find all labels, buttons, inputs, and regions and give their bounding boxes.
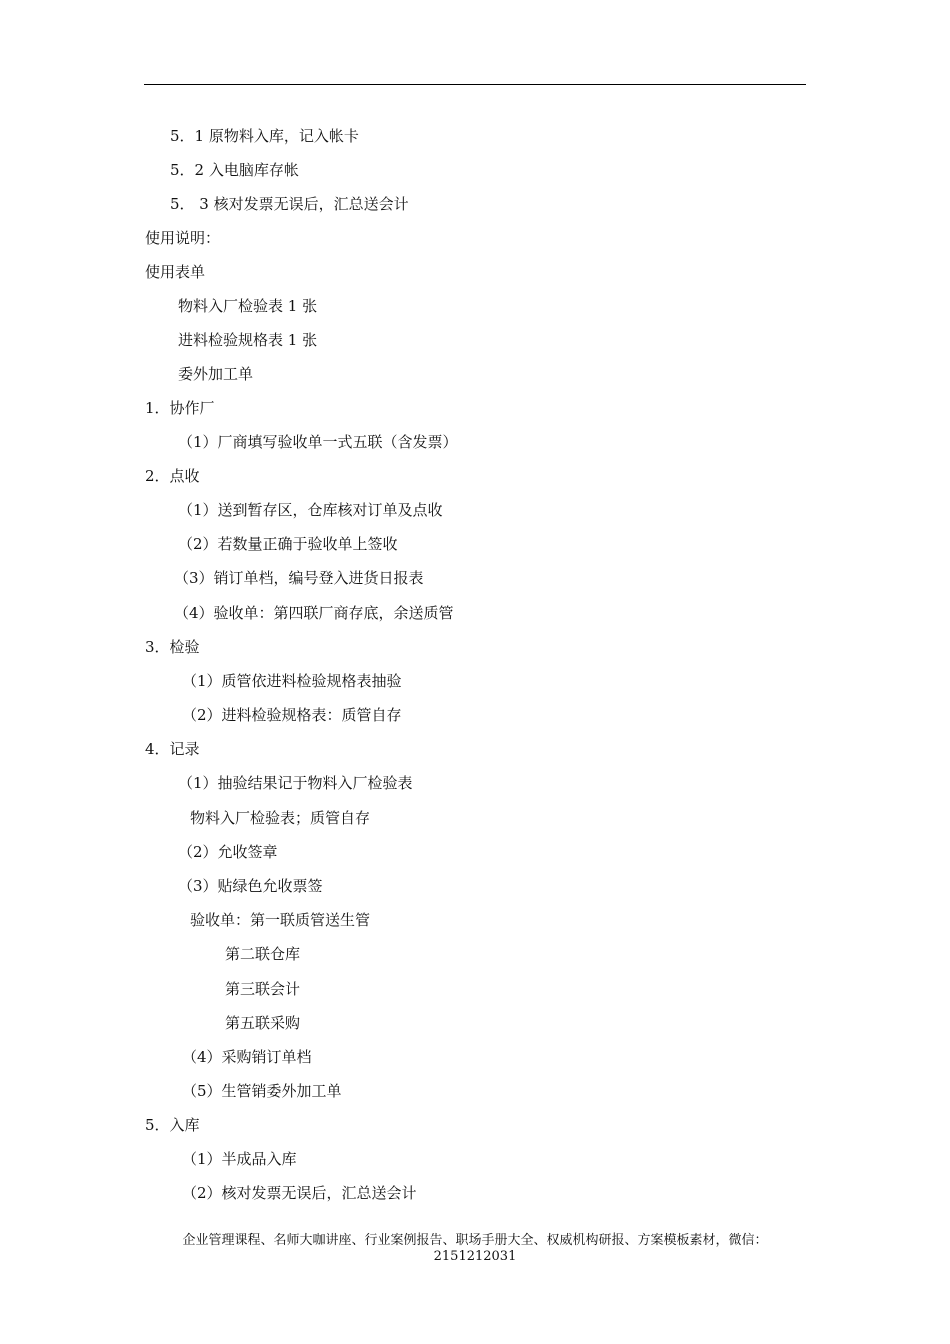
section-heading: 5．入库 <box>145 1116 200 1134</box>
text-line: 5． 3 核对发票无误后，汇总送会计 <box>170 195 409 213</box>
text-line: （3）贴绿色允收票签 <box>178 877 323 895</box>
text-line: （1）送到暂存区，仓库核对订单及点收 <box>178 501 443 519</box>
section-heading: 3．检验 <box>145 638 200 656</box>
section-heading: 1．协作厂 <box>145 399 215 417</box>
section-heading: 4．记录 <box>145 740 200 758</box>
text-line: 第三联会计 <box>225 980 301 998</box>
text-line: 委外加工单 <box>178 365 254 383</box>
text-line: （2）核对发票无误后，汇总送会计 <box>182 1184 417 1202</box>
footer-line: 企业管理课程、名师大咖讲座、行业案例报告、职场手册大全、权威机构研报、方案模板素材，微信： <box>182 1233 768 1248</box>
text-line: 验收单：第一联质管送生管 <box>190 911 371 929</box>
text-line: 第二联仓库 <box>225 945 301 963</box>
text-line: 物料入厂检验表；质管自存 <box>190 809 371 827</box>
text-line: （1）质管依进料检验规格表抽验 <box>182 672 402 690</box>
text-line: （2）允收签章 <box>178 843 278 861</box>
text-line: （4）验收单：第四联厂商存底，余送质管 <box>174 604 454 622</box>
section-heading: 使用表单 <box>145 263 206 281</box>
text-line: 5．1 原物料入库，记入帐卡 <box>170 127 359 145</box>
text-line: （1）半成品入库 <box>182 1150 297 1168</box>
text-line: （1）厂商填写验收单一式五联（含发票） <box>178 433 458 451</box>
text-line: 第五联采购 <box>225 1014 301 1032</box>
header-rule <box>144 84 806 85</box>
text-line: （2）若数量正确于验收单上签收 <box>178 535 398 553</box>
section-heading: 使用说明： <box>145 229 221 247</box>
text-line: （1）抽验结果记于物料入厂检验表 <box>178 774 413 792</box>
text-line: （4）采购销订单档 <box>182 1048 312 1066</box>
text-line: （5）生管销委外加工单 <box>182 1082 342 1100</box>
footer-contact: 2151212031 <box>433 1249 517 1264</box>
text-line: （3）销订单档，编号登入进货日报表 <box>174 569 424 587</box>
text-line: 进料检验规格表 1 张 <box>178 331 318 349</box>
text-line: 物料入厂检验表 1 张 <box>178 297 318 315</box>
section-heading: 2．点收 <box>145 467 200 485</box>
text-line: 5．2 入电脑库存帐 <box>170 161 299 179</box>
text-line: （2）进料检验规格表：质管自存 <box>182 706 402 724</box>
